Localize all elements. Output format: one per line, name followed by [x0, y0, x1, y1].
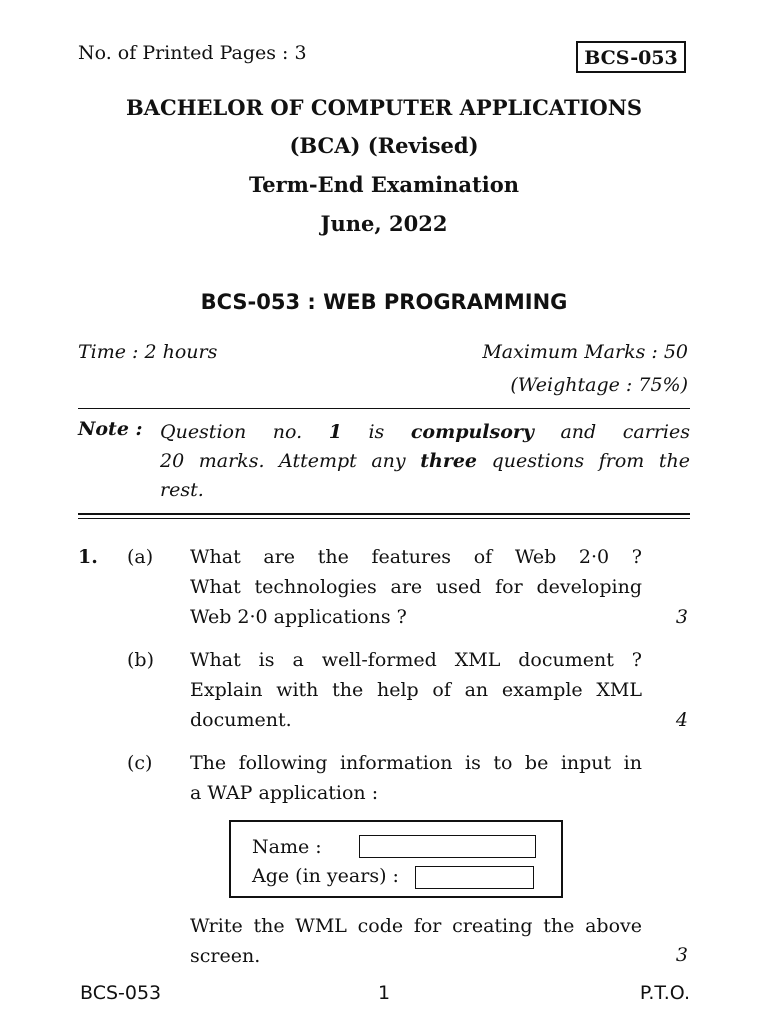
question-number: 1.	[78, 546, 98, 568]
weightage: (Weightage : 75%)	[510, 374, 688, 396]
part-b-text: What is a well-formed XML document ? Explain with the help of an example XML document.	[190, 649, 642, 731]
footer-page-number: 1	[377, 982, 391, 1004]
programme-title: BACHELOR OF COMPUTER APPLICATIONS	[125, 95, 643, 120]
part-b-label: (b)	[127, 649, 154, 671]
name-field	[359, 835, 536, 858]
footer-pto: P.T.O.	[639, 982, 690, 1004]
subject-title: BCS-053 : WEB PROGRAMMING	[200, 290, 568, 314]
part-a-text: What are the features of Web 2·0 ? What technologies are used for developing Web 2·0 applications ?	[190, 546, 642, 628]
time-allowed: Time : 2 hours	[78, 341, 218, 363]
note-line-2: 20 marks. Attempt any three questions from the	[160, 450, 690, 472]
part-c-text: The following information is to be input in a WAP application :	[190, 752, 642, 804]
programme-revision: (BCA) (Revised)	[289, 133, 479, 158]
part-a-label: (a)	[127, 546, 154, 568]
wap-form-illustration	[229, 820, 563, 898]
name-label: Name :	[252, 836, 322, 858]
printed-pages-count: No. of Printed Pages : 3	[78, 42, 307, 64]
note-text	[160, 418, 690, 505]
divider-double-2	[78, 518, 690, 519]
part-c-label: (c)	[127, 752, 153, 774]
footer-course-code: BCS-053	[80, 982, 162, 1004]
part-c-marks: 3	[675, 944, 688, 966]
exam-session: June, 2022	[320, 211, 448, 236]
note-line-1: Question no. 1 is compulsory and carries	[160, 421, 690, 443]
note-line-3: rest.	[160, 479, 204, 501]
age-label: Age (in years) :	[252, 865, 399, 887]
divider-top	[78, 408, 690, 409]
exam-title: Term-End Examination	[248, 172, 519, 197]
course-code-box: BCS-053	[576, 41, 686, 73]
maximum-marks: Maximum Marks : 50	[482, 341, 688, 363]
part-b-marks: 4	[675, 709, 688, 731]
part-c-text-continued: Write the WML code for creating the above screen.	[190, 915, 642, 967]
age-field	[415, 866, 534, 889]
divider-double-1	[78, 513, 690, 515]
note-label: Note :	[78, 418, 143, 440]
part-a-marks: 3	[675, 606, 688, 628]
